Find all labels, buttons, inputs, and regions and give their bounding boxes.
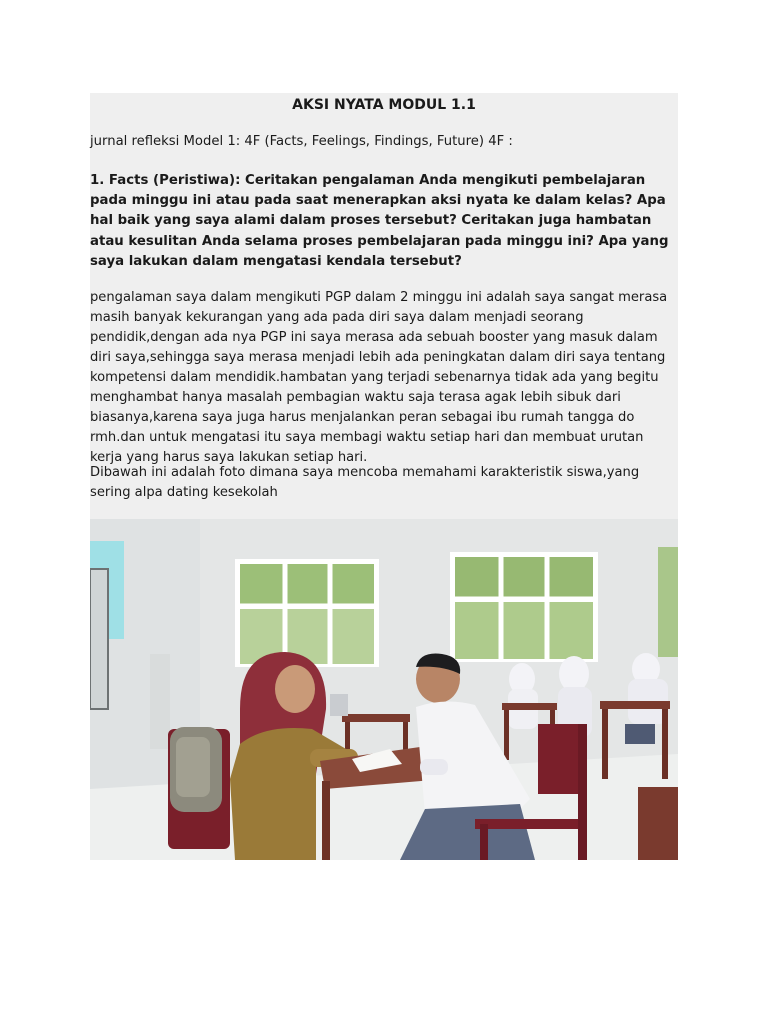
classroom-photo: [90, 519, 678, 860]
window-left: [235, 559, 379, 667]
facts-answer: pengalaman saya dalam mengikuti PGP dalam 2 minggu ini adalah saya sangat merasa masih banyak kekurangan yang ada pada diri saya dalam menjadi seorang pendidik,dengan ada nya PGP ini saya merasa ada sebuah booster yang masuk dalam diri saya,sehingga saya merasa menjadi lebih ada peningkatan dalam diri saya tentang kompetensi dalam mendidik.hambatan yang terjadi sebenarnya tidak ada yang begitu menghambat hanya masalah pembagian waktu saja terasa agak lebih sibuk dari biasanya,karena saya juga harus menjalankan peran sebagai ibu rumah tangga do rmh.dan untuk mengatasi itu saya membagi waktu setiap hari dan membuat urutan kerja yang harus saya lakukan setiap hari.: [90, 290, 668, 465]
facts-question: 1. Facts (Peristiwa): Ceritakan pengalaman Anda mengikuti pembelajaran pada minggu ini atau pada saat menerapkan aksi nyata ke dalam kelas? Apa hal baik yang saya alami dalam proses tersebut? Ceritakan juga hambatan atau kesulitan Anda selama proses pembelajaran pada minggu ini? Apa yang saya lakukan dalam mengatasi kendala tersebut?: [90, 173, 669, 269]
intro-line: jurnal refleksi Model 1: 4F (Facts, Feelings, Findings, Future) 4F :: [90, 134, 513, 149]
document-page: [90, 93, 678, 520]
photo-caption: Dibawah ini adalah foto dimana saya mencoba memahami karakteristik siswa,yang sering alpa dating kesekolah: [90, 465, 640, 500]
window-right: [450, 552, 598, 662]
document-title: AKSI NYATA MODUL 1.1: [292, 97, 476, 113]
